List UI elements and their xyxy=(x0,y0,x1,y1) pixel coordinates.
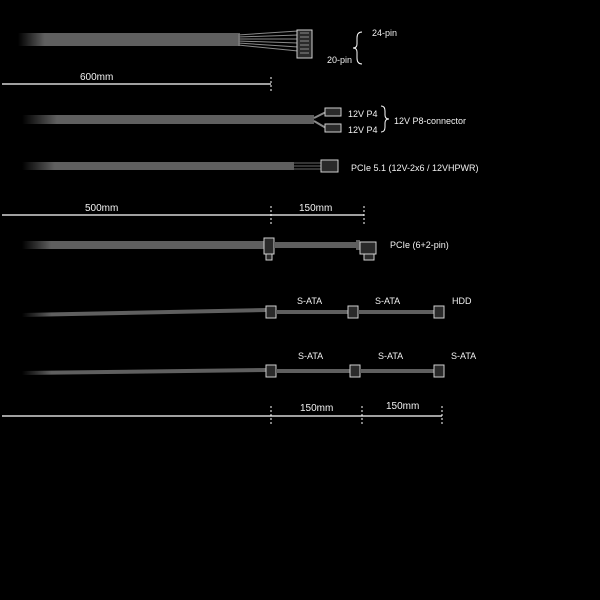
cable-sata xyxy=(22,351,476,377)
cable-pcie5 xyxy=(22,160,479,173)
label-150mm-pcie: 150mm xyxy=(299,203,333,214)
cable-sata-hdd xyxy=(22,296,472,318)
cable-pcie5-sleeve xyxy=(22,162,294,170)
label-24pin: 24-pin xyxy=(372,28,398,38)
connector-sata-2 xyxy=(350,365,360,377)
cable-24pin-sleeve xyxy=(18,33,240,46)
connector-pcie-second-2pin xyxy=(364,254,374,260)
label-pcie: PCIe (6+2-pin) xyxy=(390,240,449,250)
brace-24pin xyxy=(353,32,362,64)
connector-12vhpwr xyxy=(321,160,338,172)
connector-sata-1 xyxy=(266,365,276,377)
connector-sata-3 xyxy=(434,365,444,377)
label-pcie5: PCIe 5.1 (12V-2x6 / 12VHPWR) xyxy=(351,163,479,173)
connector-sata-hdd-1 xyxy=(266,306,276,318)
label-sata-hdd-2: S-ATA xyxy=(375,296,401,306)
label-600mm: 600mm xyxy=(80,72,114,83)
label-sata-hdd-1: S-ATA xyxy=(297,296,323,306)
cable-pcie-6plus2 xyxy=(22,238,449,260)
label-150mm-second: 150mm xyxy=(386,401,420,412)
label-12v-p8: 12V P8-connector xyxy=(394,116,467,126)
dimension-500-150mm xyxy=(2,203,364,224)
label-hdd: HDD xyxy=(452,296,472,306)
brace-12v-p8 xyxy=(381,106,389,132)
connector-pcie-first xyxy=(264,238,274,254)
dimension-600mm xyxy=(2,72,271,91)
label-12v-p4-bottom: 12V P4 xyxy=(348,125,378,135)
connector-sata-hdd-2 xyxy=(348,306,358,318)
label-sata-1: S-ATA xyxy=(298,351,324,361)
label-500mm: 500mm xyxy=(85,203,119,214)
cable-sata-lead xyxy=(22,370,266,373)
cable-24pin xyxy=(18,28,397,65)
connector-pcie-first-2pin xyxy=(266,254,272,260)
cable-cpu-sleeve xyxy=(22,115,314,124)
cable-pcie-extension xyxy=(274,242,356,248)
cable-24pin-fanout-wires xyxy=(238,31,298,51)
label-12v-p4-top: 12V P4 xyxy=(348,109,378,119)
dimension-150-150mm xyxy=(2,401,442,426)
cable-pcie5-wires xyxy=(294,163,322,169)
label-20pin: 20-pin xyxy=(327,55,353,65)
label-sata-3: S-ATA xyxy=(451,351,477,361)
label-sata-2: S-ATA xyxy=(378,351,404,361)
cable-pcie-sleeve xyxy=(22,241,265,249)
cable-sata-hdd-lead xyxy=(22,310,266,315)
connector-12v-p4-bottom xyxy=(325,124,341,132)
label-150mm-first: 150mm xyxy=(300,403,334,414)
connector-molex-hdd xyxy=(434,306,444,318)
connector-pcie-second xyxy=(360,242,376,254)
connector-24pin xyxy=(297,30,312,58)
cable-cpu-p8 xyxy=(22,106,466,135)
connector-12v-p4-top xyxy=(325,108,341,116)
